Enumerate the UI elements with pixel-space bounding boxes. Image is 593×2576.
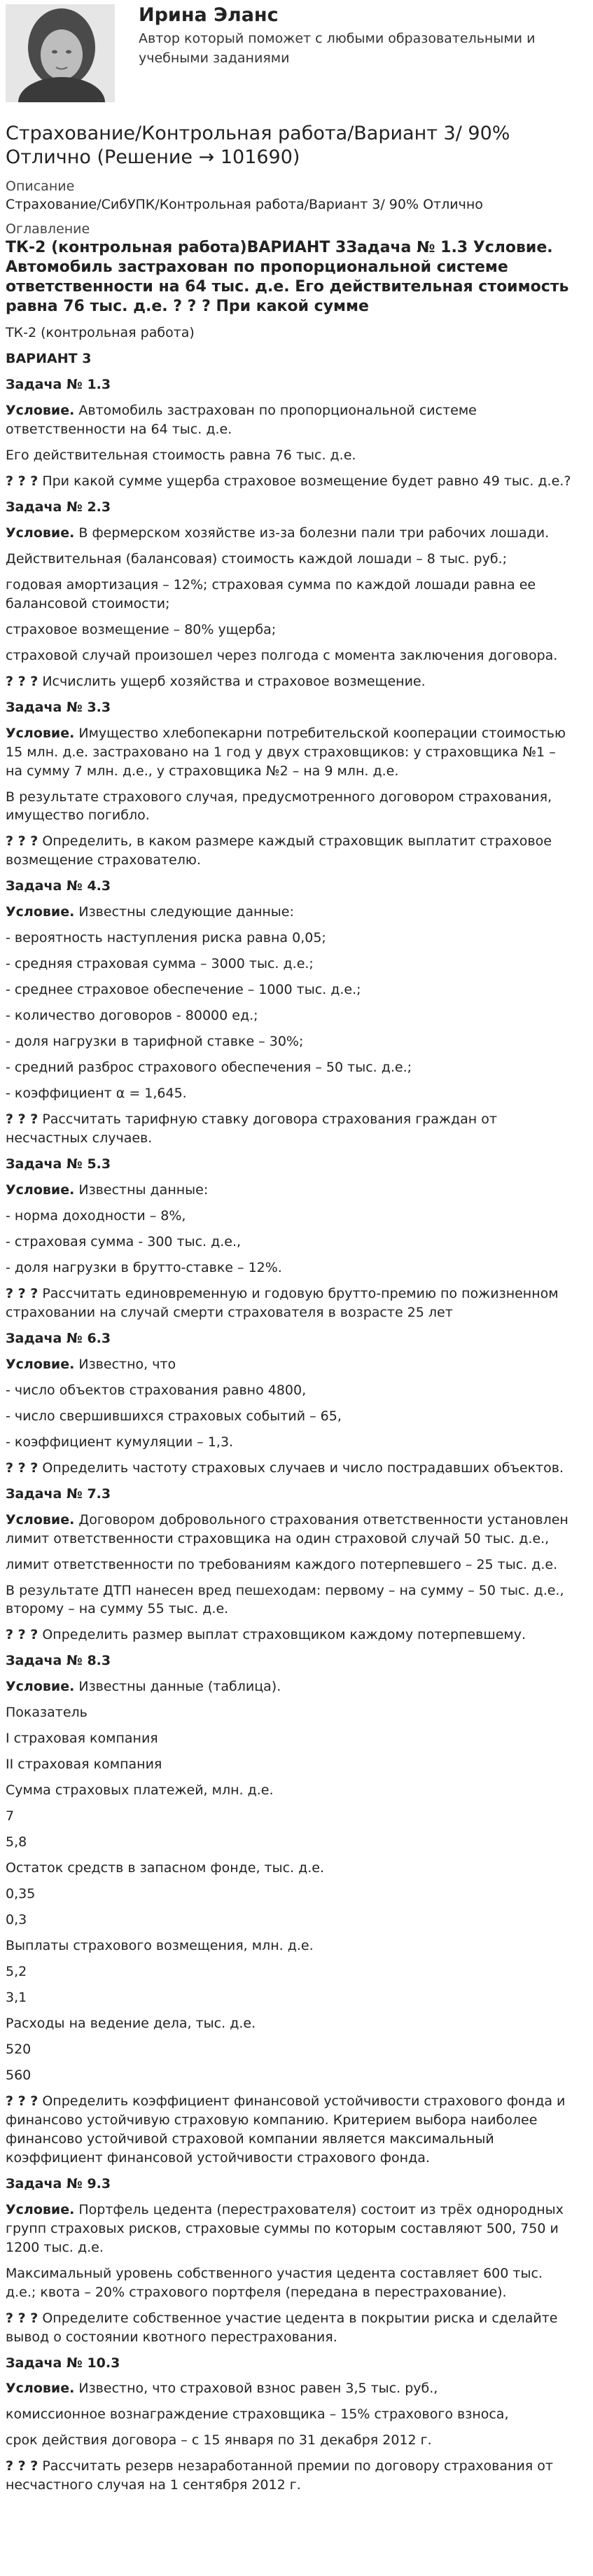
body-paragraph: - коэффициент α = 1,645. bbox=[6, 1086, 187, 1102]
body-paragraph: 3,1 bbox=[6, 1990, 27, 2005]
body-paragraph bbox=[6, 1110, 576, 1148]
paragraph-text: В фермерском хозяйстве из-за болезни пали три рабочих лошади. bbox=[74, 525, 550, 541]
author-info bbox=[139, 4, 576, 68]
section-heading: Задача № 4.3 bbox=[6, 878, 111, 894]
body-paragraph bbox=[6, 1677, 576, 1696]
paragraph-lead: Условие. bbox=[6, 403, 75, 418]
body-paragraph bbox=[6, 1355, 576, 1374]
body-paragraph: - коэффициент кумуляции – 1,3. bbox=[6, 1434, 234, 1450]
body-paragraph: II страховая компания bbox=[6, 1757, 162, 1773]
paragraph-lead: ? ? ? bbox=[6, 1112, 39, 1128]
paragraph-text: Определить, в каком размере каждый страховщик выплатит страховое возмещение страхователю. bbox=[6, 833, 552, 868]
body-paragraph bbox=[6, 2457, 576, 2495]
paragraph-lead: Условие. bbox=[6, 1356, 75, 1372]
author-name[interactable]: Ирина Эланс bbox=[139, 4, 279, 26]
paragraph-lead: ? ? ? bbox=[6, 1285, 39, 1301]
section-heading: Задача № 9.3 bbox=[6, 2175, 111, 2191]
body-paragraph: годовая амортизация – 12%; страховая сумма по каждой лошади равна ее балансовой стоимости; bbox=[6, 576, 536, 611]
body-paragraph: - средний разброс страхового обеспечения – 50 тыс. д.е.; bbox=[6, 1060, 412, 1076]
body-paragraph: 0,3 bbox=[6, 1912, 27, 1928]
body-paragraph bbox=[6, 1284, 576, 1322]
paragraph-text: Определить частоту страховых случаев и число пострадавших объектов. bbox=[38, 1460, 564, 1476]
paragraph-text: Портфель цедента (перестрахователя) состоит из трёх однородных групп страховых рисков, страховые суммы по которым составляют 500, 750 и 1200 тыс. д.е. bbox=[6, 2201, 564, 2255]
paragraph-lead: Условие. bbox=[6, 525, 75, 541]
section-heading: Задача № 6.3 bbox=[6, 1330, 111, 1346]
body-paragraph bbox=[6, 472, 576, 491]
body-paragraph: срок действия договора – с 15 января по 31 декабря 2012 г. bbox=[6, 2432, 432, 2449]
paragraph-text: Известно, что страховой взнос равен 3,5 тыс. руб., bbox=[74, 2381, 438, 2397]
body-paragraph bbox=[6, 1459, 576, 1478]
body-paragraph: 5,8 bbox=[6, 1834, 27, 1850]
body-paragraph: 0,35 bbox=[6, 1886, 36, 1902]
body-paragraph: комиссионное вознаграждение страховщика – 15% страхового взноса, bbox=[6, 2407, 509, 2423]
body-paragraph: 520 bbox=[6, 2041, 32, 2057]
body-paragraph: - число свершившихся страховых событий – 65, bbox=[6, 1408, 342, 1424]
body-paragraph: В результате ДТП нанесен вред пешеходам: первому – на сумму – 50 тыс. д.е., второму – на сумму 55 тыс. д.е. bbox=[6, 1582, 564, 1617]
paragraph-lead: ? ? ? bbox=[6, 833, 39, 850]
page-title: Страхование/Контрольная работа/Вариант 3/ 90% Отлично (Решение → 101690) bbox=[6, 123, 510, 169]
section-heading: Задача № 7.3 bbox=[6, 1486, 111, 1502]
body-paragraph: 7 bbox=[6, 1808, 15, 1824]
paragraph-text: Рассчитать единовременную и годовую брутто-премию по пожизненном страховании на случай смерти страхователя в возрасте 25 лет bbox=[6, 1285, 559, 1320]
body-paragraph: - доля нагрузки в тарифной ставке – 30%; bbox=[6, 1034, 304, 1050]
paragraph-lead: Условие. bbox=[6, 1511, 75, 1528]
paragraph-text: Имущество хлебопекарни потребительской кооперации стоимостью 15 млн. д.е. застраховано на 1 год у двух страховщиков: у страховщика №1 – на сумму 7 млн. д.е., у страховщика №2 – на 9 млн. д.е. bbox=[6, 725, 566, 779]
body-paragraph: - страховая сумма - 300 тыс. д.е., bbox=[6, 1233, 242, 1249]
document-body bbox=[6, 324, 576, 2495]
body-paragraph: Действительная (балансовая) стоимость каждой лошади – 8 тыс. руб.; bbox=[6, 550, 507, 567]
paragraph-text: Договором добровольного страхования ответственности установлен лимит ответственности страховщика на один страховой случай 50 тыс. д.е., bbox=[6, 1511, 568, 1546]
body-paragraph: лимит ответственности по требованиям каждого потерпевшего – 25 тыс. д.е. bbox=[6, 1556, 558, 1572]
paragraph-text: Известно, что bbox=[74, 1356, 176, 1372]
paragraph-lead: ? ? ? bbox=[6, 673, 39, 689]
body-paragraph bbox=[6, 524, 576, 543]
body-paragraph: - средняя страховая сумма – 3000 тыс. д.е.; bbox=[6, 956, 314, 972]
body-paragraph: - норма доходности – 8%, bbox=[6, 1207, 186, 1224]
paragraph-text: Известны данные: bbox=[74, 1182, 209, 1198]
body-paragraph: Остаток средств в запасном фонде, тыс. д.е. bbox=[6, 1860, 325, 1876]
paragraph-text: Автомобиль застрахован по пропорциональной системе ответственности на 64 тыс. д.е. bbox=[6, 403, 477, 437]
paragraph-text: Определить коэффициент финансовой устойчивости страхового фонда и финансово устойчивую страховую компанию. Критерием выбора наиболее финансово устойчивой страховой компании является максимальный коэффициент финансовой устойчивости страхового фонда. bbox=[6, 2093, 566, 2166]
body-paragraph: Показатель bbox=[6, 1705, 88, 1721]
body-paragraph: 5,2 bbox=[6, 1964, 27, 1980]
paragraph-lead: ? ? ? bbox=[6, 1460, 39, 1476]
body-paragraph: Максимальный уровень собственного участия цедента составляет 600 тыс. д.е.; квота – 20% страхового портфеля (передана в перестрахование). bbox=[6, 2265, 543, 2300]
description-label: Описание bbox=[6, 178, 75, 194]
section-heading: Задача № 5.3 bbox=[6, 1156, 111, 1172]
toc-label: Оглавление bbox=[6, 221, 90, 237]
body-paragraph: - среднее страховое обеспечение – 1000 тыс. д.е.; bbox=[6, 982, 361, 998]
body-paragraph bbox=[6, 832, 576, 870]
paragraph-lead: ? ? ? bbox=[6, 473, 39, 489]
body-paragraph: страховое возмещение – 80% ущерба; bbox=[6, 621, 277, 637]
body-paragraph bbox=[6, 2092, 576, 2168]
body-paragraph: - количество договоров - 80000 ед.; bbox=[6, 1008, 258, 1024]
paragraph-text: Определить размер выплат страховщиком каждому потерпевшему. bbox=[38, 1627, 526, 1643]
body-paragraph bbox=[6, 1511, 576, 1549]
body-paragraph: - число объектов страхования равно 4800, bbox=[6, 1382, 307, 1398]
paragraph-lead: Условие. bbox=[6, 1679, 75, 1695]
paragraph-lead: Условие. bbox=[6, 725, 75, 741]
paragraph-lead: ? ? ? bbox=[6, 2458, 39, 2474]
body-paragraph: - доля нагрузки в брутто-ставке – 12%. bbox=[6, 1259, 282, 1275]
body-paragraph bbox=[6, 401, 576, 439]
author-card bbox=[6, 4, 576, 109]
author-avatar[interactable] bbox=[6, 4, 115, 102]
body-paragraph bbox=[6, 1626, 576, 1644]
paragraph-lead: ? ? ? bbox=[6, 2093, 39, 2109]
body-paragraph bbox=[6, 903, 576, 922]
paragraph-text: Рассчитать резерв незаработанной премии по договору страхования от несчастного случая на 1 сентября 2012 г. bbox=[6, 2458, 553, 2493]
paragraph-text: При какой сумме ущерба страховое возмещение будет равно 49 тыс. д.е.? bbox=[38, 473, 571, 489]
body-paragraph: В результате страхового случая, предусмотренного договором страхования, имущество погибло. bbox=[6, 789, 552, 824]
paragraph-lead: Условие. bbox=[6, 2201, 75, 2217]
body-paragraph: Расходы на ведение дела, тыс. д.е. bbox=[6, 2015, 256, 2031]
section-heading: Задача № 8.3 bbox=[6, 1653, 111, 1669]
section-heading: ВАРИАНТ 3 bbox=[6, 351, 92, 367]
body-paragraph: I страховая компания bbox=[6, 1731, 158, 1747]
paragraph-text: Исчислить ущерб хозяйства и страховое возмещение. bbox=[38, 673, 426, 689]
body-paragraph: Сумма страховых платежей, млн. д.е. bbox=[6, 1782, 274, 1799]
section-heading: Задача № 2.3 bbox=[6, 499, 111, 515]
body-paragraph: 560 bbox=[6, 2067, 32, 2083]
paragraph-text: Известны следующие данные: bbox=[74, 904, 294, 920]
section-heading: Задача № 3.3 bbox=[6, 699, 111, 715]
body-paragraph bbox=[6, 2309, 576, 2347]
body-paragraph bbox=[6, 724, 576, 781]
paragraph-lead: ? ? ? bbox=[6, 2310, 39, 2326]
body-paragraph bbox=[6, 2201, 576, 2257]
body-paragraph bbox=[6, 672, 576, 691]
body-paragraph: ТК-2 (контрольная работа) bbox=[6, 325, 195, 341]
paragraph-lead: Условие. bbox=[6, 904, 75, 920]
body-paragraph: - вероятность наступления риска равна 0,05; bbox=[6, 930, 326, 946]
author-description: Автор который поможет с любыми образовательными и учебными заданиями bbox=[139, 31, 536, 66]
body-paragraph: Его действительная стоимость равна 76 тыс. д.е. bbox=[6, 447, 356, 463]
body-paragraph: страховой случай произошел через полгода с момента заключения договора. bbox=[6, 647, 558, 663]
body-paragraph bbox=[6, 2379, 576, 2398]
description-text: Страхование/СибУПК/Контрольная работа/Вариант 3/ 90% Отлично bbox=[6, 197, 483, 213]
paragraph-lead: Условие. bbox=[6, 2381, 75, 2397]
avatar-image bbox=[6, 4, 115, 102]
toc-heading: ТК-2 (контрольная работа)ВАРИАНТ 3Задача № 1.3 Условие. Автомобиль застрахован по пропорциональной системе ответственности на 64 тыс. д.е. Его действительная стоимость равна 76 тыс. д.е. ? ? ? При какой сумме bbox=[6, 239, 569, 316]
section-heading: Задача № 1.3 bbox=[6, 377, 111, 393]
paragraph-lead: Условие. bbox=[6, 1182, 75, 1198]
paragraph-text: Определите собственное участие цедента в покрытии риска и сделайте вывод о состоянии квотного перестрахования. bbox=[6, 2310, 558, 2345]
section-heading: Задача № 10.3 bbox=[6, 2355, 120, 2371]
paragraph-text: Рассчитать тарифную ставку договора страхования граждан от несчастных случаев. bbox=[6, 1112, 497, 1147]
body-paragraph bbox=[6, 1181, 576, 1200]
body-paragraph: Выплаты страхового возмещения, млн. д.е. bbox=[6, 1938, 314, 1954]
paragraph-lead: ? ? ? bbox=[6, 1627, 39, 1643]
paragraph-text: Известны данные (таблица). bbox=[74, 1679, 281, 1695]
